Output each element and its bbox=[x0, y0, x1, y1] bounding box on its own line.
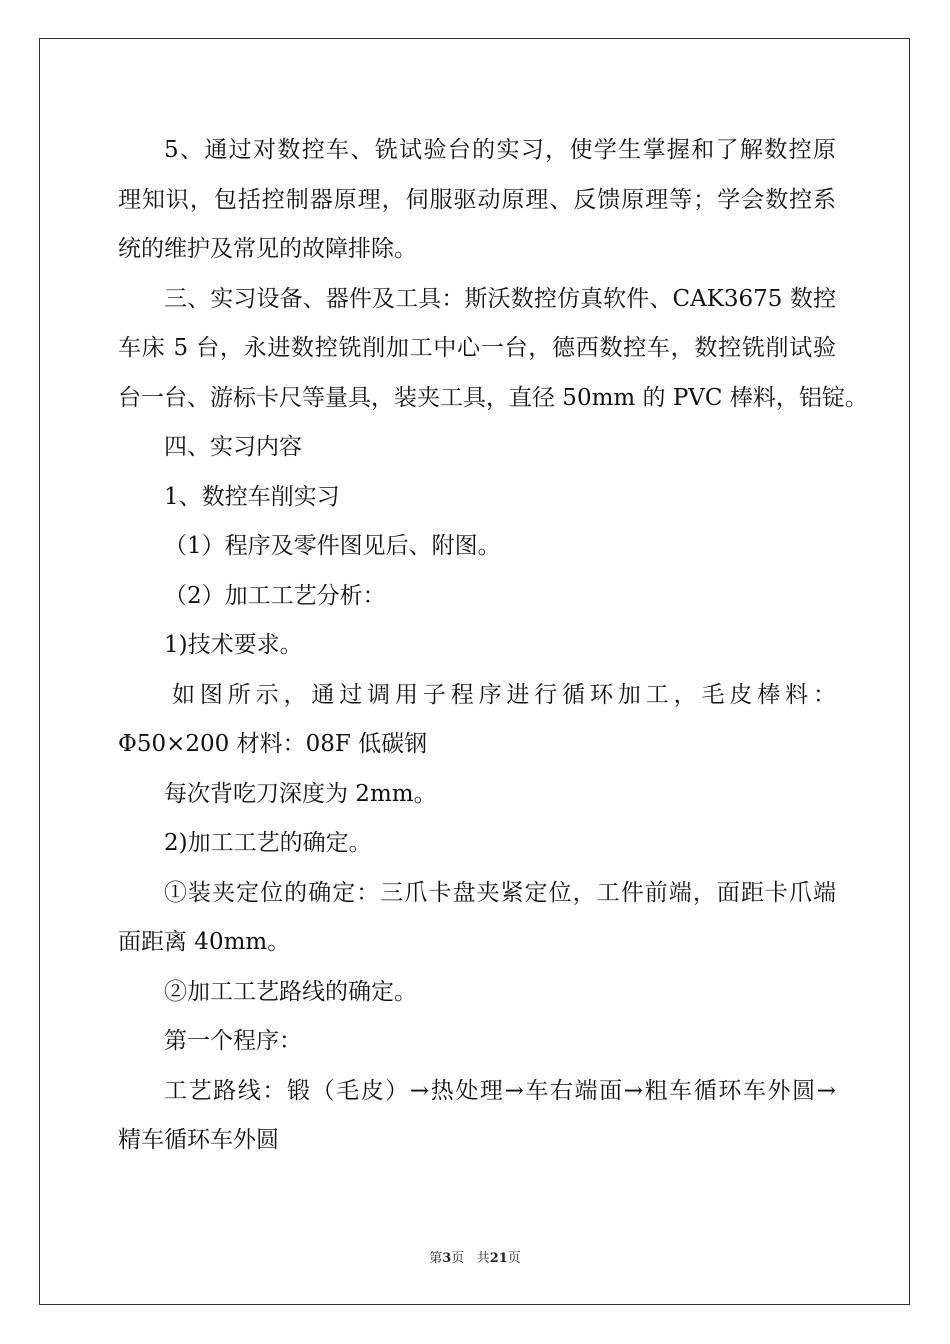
paragraph-line: 2)加工工艺的确定。 bbox=[164, 830, 372, 856]
subsection-heading: 1、数控车削实习 bbox=[164, 483, 340, 510]
paragraph-line: 车床 5 台，永进数控铣削加工中心一台，德西数控车，数控铣削试验 bbox=[118, 335, 836, 361]
paragraph-line: 统的维护及常见的故障排除。 bbox=[118, 236, 417, 262]
section-heading: 四、实习内容 bbox=[164, 434, 302, 460]
paragraph-line: 面距离 40mm。 bbox=[118, 929, 291, 955]
paragraph-line: 第一个程序： bbox=[164, 1028, 302, 1054]
paragraph-line: 三、实习设备、器件及工具：斯沃数控仿真软件、CAK3675 数控 bbox=[164, 285, 836, 312]
paragraph-line: 如图所示，通过调用子程序进行循环加工，毛皮棒料： bbox=[172, 681, 836, 708]
paragraph-line: 台一台、游标卡尺等量具，装夹工具，直径 50mm 的 PVC 棒料，铝锭。 bbox=[118, 384, 868, 411]
footer-total-prefix: 共 bbox=[476, 1251, 490, 1266]
document-body bbox=[118, 126, 868, 1166]
paragraph-line: 5、通过对数控车、铣试验台的实习，使学生掌握和了解数控原 bbox=[164, 137, 836, 163]
footer-page-number: 3 bbox=[442, 1251, 452, 1266]
page-footer bbox=[0, 1247, 950, 1266]
footer-total-unit: 页 bbox=[507, 1251, 521, 1266]
paragraph-line: ①装夹定位的确定：三爪卡盘夹紧定位，工件前端，面距卡爪端 bbox=[164, 879, 836, 906]
footer-page-prefix: 第 bbox=[429, 1251, 443, 1266]
paragraph-line: （1）程序及零件图见后、附图。 bbox=[164, 533, 501, 559]
paragraph-line: ②加工工艺路线的确定。 bbox=[164, 978, 417, 1005]
footer-page-unit: 页 bbox=[451, 1251, 465, 1266]
paragraph-line: 理知识，包括控制器原理，伺服驱动原理、反馈原理等；学会数控系 bbox=[118, 186, 836, 213]
paragraph-line: 精车循环车外圆 bbox=[118, 1127, 279, 1153]
paragraph-line: （2）加工工艺分析： bbox=[164, 582, 386, 609]
paragraph-line: Φ50×200 材料：08F 低碳钢 bbox=[118, 731, 428, 757]
footer-total-pages: 21 bbox=[489, 1251, 508, 1266]
paragraph-line: 1)技术要求。 bbox=[164, 632, 303, 658]
paragraph-line: 工艺路线：锻（毛皮）→热处理→车右端面→粗车循环车外圆→ bbox=[164, 1077, 836, 1104]
paragraph-line: 每次背吃刀深度为 2mm。 bbox=[164, 780, 437, 807]
